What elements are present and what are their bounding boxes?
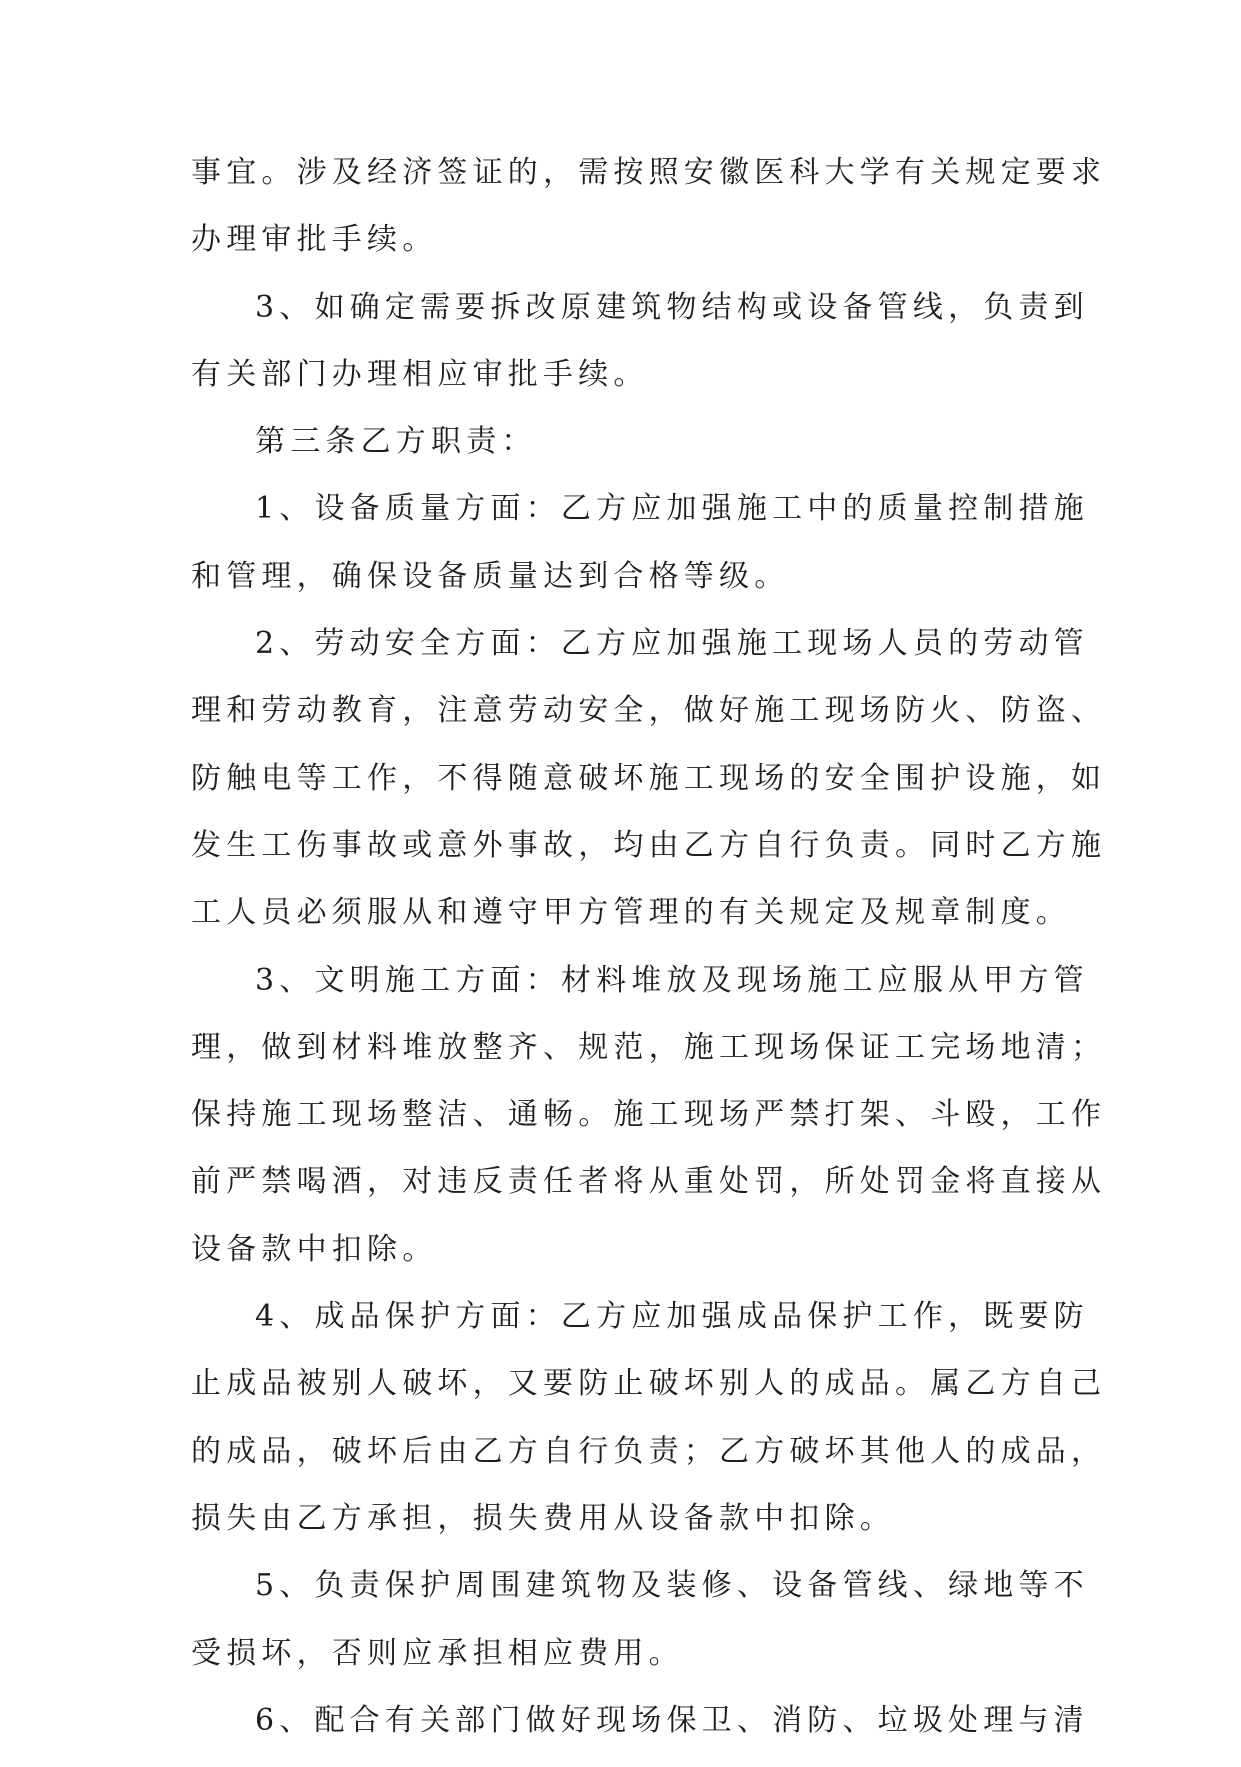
paragraph-start-line: 3、如确定需要拆改原建筑物结构或设备管线，负责到 [255, 289, 1089, 325]
paragraph-start-line: 1、设备质量方面：乙方应加强施工中的质量控制措施 [255, 491, 1089, 527]
paragraph-start-line: 2、劳动安全方面：乙方应加强施工现场人员的劳动管 [255, 626, 1089, 662]
text-line: 的成品，破坏后由乙方自行负责；乙方破坏其他人的成品， [191, 1433, 1107, 1469]
text-line: 和管理，确保设备质量达到合格等级。 [191, 558, 790, 594]
text-line: 办理审批手续。 [191, 222, 438, 258]
text-line: 理，做到材料堆放整齐、规范，施工现场保证工完场地清； [191, 1029, 1107, 1065]
text-line: 有关部门办理相应审批手续。 [191, 356, 649, 392]
text-line: 事宜。涉及经济签证的，需按照安徽医科大学有关规定要求 [191, 155, 1107, 190]
section-heading: 第三条乙方职责： [255, 424, 537, 460]
paragraph-start-line: 6、配合有关部门做好现场保卫、消防、垃圾处理与清 [255, 1702, 1089, 1738]
document-body [191, 152, 1107, 1767]
text-line: 防触电等工作，不得随意破坏施工现场的安全围护设施，如 [191, 760, 1107, 796]
text-line: 受损坏，否则应承担相应费用。 [191, 1635, 684, 1671]
paragraph-start-line: 3、文明施工方面：材料堆放及现场施工应服从甲方管 [255, 962, 1089, 998]
text-line: 损失由乙方承担，损失费用从设备款中扣除。 [191, 1500, 895, 1536]
text-line: 理和劳动教育，注意劳动安全，做好施工现场防火、防盗、 [191, 693, 1107, 729]
text-line: 发生工伤事故或意外事故，均由乙方自行负责。同时乙方施 [191, 827, 1107, 863]
text-line: 工人员必须服从和遵守甲方管理的有关规定及规章制度。 [191, 895, 1071, 931]
paragraph-start-line: 5、负责保护周围建筑物及装修、设备管线、绿地等不 [255, 1568, 1089, 1604]
text-line: 保持施工现场整洁、通畅。施工现场严禁打架、斗殴，工作 [191, 1097, 1107, 1133]
text-line: 前严禁喝酒，对违反责任者将从重处罚，所处罚金将直接从 [191, 1164, 1107, 1200]
paragraph-start-line: 4、成品保护方面：乙方应加强成品保护工作，既要防 [255, 1299, 1089, 1335]
text-line: 设备款中扣除。 [191, 1231, 438, 1267]
text-line: 止成品被别人破坏，又要防止破坏别人的成品。属乙方自己 [191, 1366, 1107, 1402]
